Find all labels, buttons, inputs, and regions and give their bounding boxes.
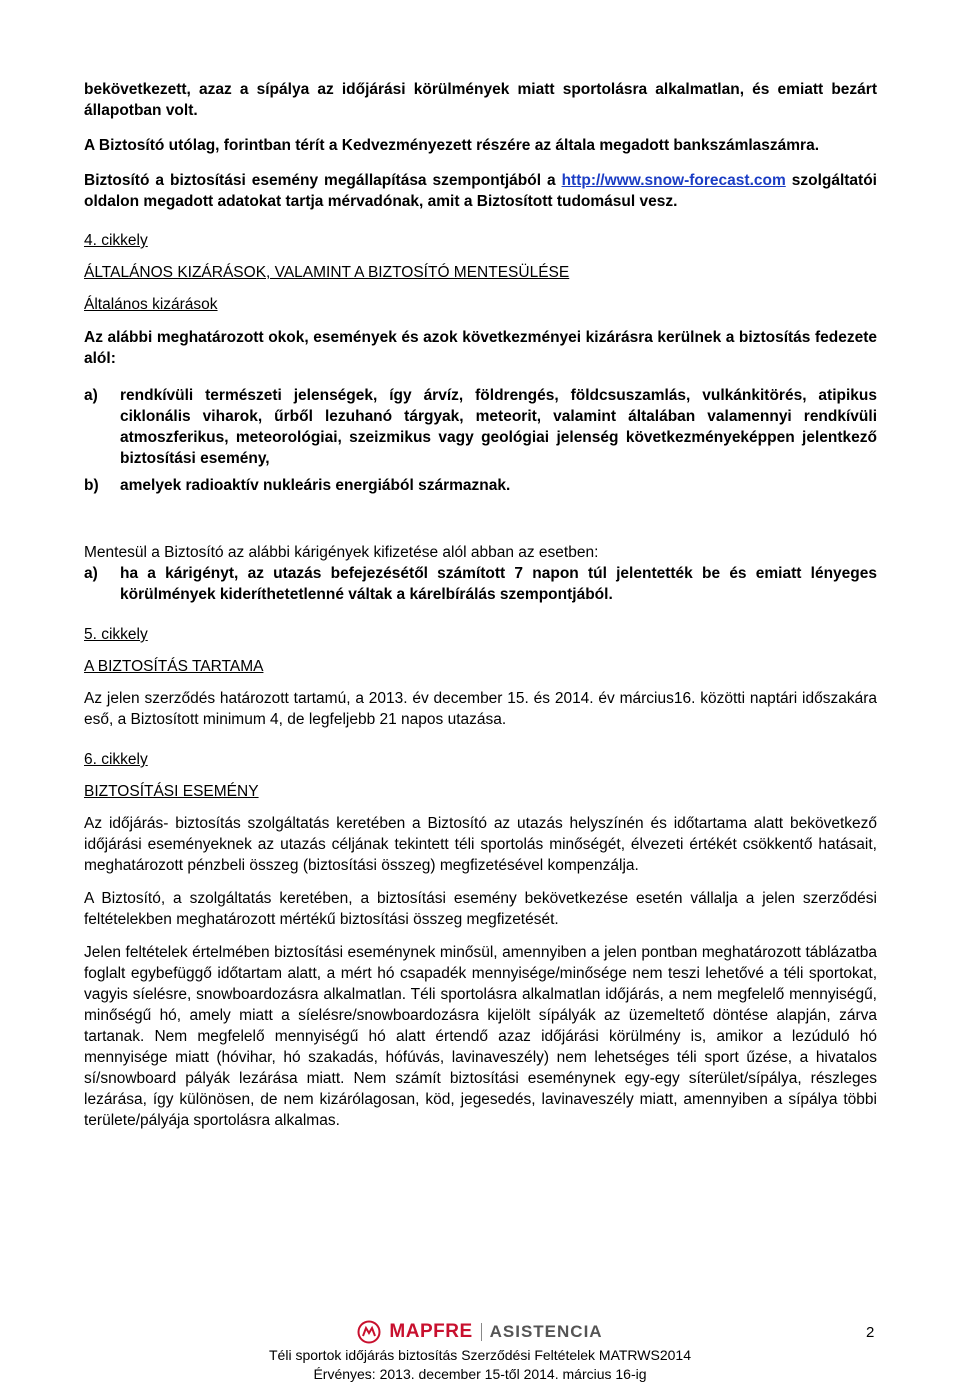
document-body bbox=[84, 79, 877, 1131]
list-text: amelyek radioaktív nukleáris energiából származnak. bbox=[120, 477, 511, 494]
mapfre-logo bbox=[0, 1318, 960, 1346]
paragraph-payment: A Biztosító utólag, forintban térít a Kedvezményezett részére az általa megadott bankszámlaszámra. bbox=[84, 137, 820, 154]
paragraph-closure: bekövetkezett, azaz a sípálya az időjárási körülmények miatt sportolásra alkalmatlan, és emiatt bezárt állapotban volt. bbox=[84, 81, 877, 119]
article-4-subtitle: Általános kizárások bbox=[84, 296, 218, 313]
paragraph-snow-forecast bbox=[84, 170, 877, 212]
list-marker: a) bbox=[84, 565, 98, 582]
article-4-number: 4. cikkely bbox=[84, 232, 148, 249]
article-6-paragraph-3: Jelen feltételek értelmében biztosítási eseménynek minősül, amennyiben a jelen pontban meghatározott táblázatba foglalt egybefüggő időtartam alatt, a mért hó csapadék mennyisége/minősége nem teszi lehetővé a téli sportokat, vagyis síelésre, snowboardozásra alkalmatlan. Téli sportolásra alkalmatlan időjárás, a nem megfelelő mennyiségű, minőségű hó, amely miatt a síelésre/snowboardozásra kijelölt sípályák az üzemeltető döntése alapján, zárva tartanak. Nem megfelelő mennyiségű hó alatt értendő azaz időjárási körülmény is, amikor a lezúduló hó mennyisége miatt (hóvihar, hó szakadás, hófúvás, lavinaveszély) nem lehetséges téli sport űzése, a hivatalos sí/snowboard pályák lezárása miatt. Nem számít biztosítási eseménynek egy-egy síterület/sípálya, részleges lezárása, így különösen, de nem kizárólagosan, köd, jegesedés, lavinaveszély miatt, amennyiben a sípálya többi területe/pályája sportolásra alkalmas. bbox=[84, 944, 877, 1129]
list-marker: b) bbox=[84, 477, 99, 494]
list-item bbox=[84, 563, 877, 605]
list-text: rendkívüli természeti jelenségek, így árvíz, földrengés, földcsuszamlás, vulkánkitörés, atipikus ciklonális viharok, űrből lezuhanó tárgyak, meteorit, valamint általában valamennyi rendkívüli atmoszferikus, meteorológiai, szeizmikus vagy geológiai jelenség következményeképpen jelentkező biztosítási esemény, bbox=[120, 387, 877, 467]
list-item bbox=[84, 385, 877, 469]
logo-sub-text: ASISTENCIA bbox=[489, 1322, 603, 1341]
snow-forecast-text-before: Biztosító a biztosítási esemény megállapítása szempontjából a bbox=[84, 172, 562, 189]
exemption-intro: Mentesül a Biztosító az alábbi kárigények kifizetése alól abban az esetben: bbox=[84, 544, 599, 561]
logo-divider bbox=[481, 1323, 482, 1341]
logo-brand-text: MAPFRE bbox=[389, 1321, 473, 1342]
snow-forecast-text-after: szolgáltatói oldalon megadott adatokat tartja mérvadónak, amit a Biztosított tudomásul vesz. bbox=[84, 172, 877, 210]
footer-validity: Érvényes: 2013. december 15-től 2014. március 16-ig bbox=[313, 1366, 647, 1382]
article-5-number: 5. cikkely bbox=[84, 626, 148, 643]
page-number: 2 bbox=[866, 1324, 875, 1341]
page-footer bbox=[0, 1318, 960, 1384]
article-5-text: Az jelen szerződés határozott tartamú, a 2013. év december 15. és 2014. év március16. közötti naptári időszakára eső, a Biztosított minimum 4, de legfeljebb 21 napos utazása. bbox=[84, 690, 877, 728]
article-5-title: A BIZTOSÍTÁS TARTAMA bbox=[84, 658, 264, 675]
article-4-title: ÁLTALÁNOS KIZÁRÁSOK, VALAMINT A BIZTOSÍTÓ MENTESÜLÉSE bbox=[84, 264, 570, 281]
list-text: ha a kárigényt, az utazás befejezésétől számított 7 napon túl jelentették be és emiatt lényeges körülmények kideríthetetlenné váltak a kárelbírálás szempontjából. bbox=[120, 565, 877, 603]
mapfre-logo-icon bbox=[357, 1320, 381, 1344]
article-6-title: BIZTOSÍTÁSI ESEMÉNY bbox=[84, 783, 259, 800]
list-marker: a) bbox=[84, 387, 98, 404]
list-item bbox=[84, 475, 877, 496]
snow-forecast-link[interactable]: http://www.snow-forecast.com bbox=[561, 172, 786, 189]
article-6-paragraph-1: Az időjárás- biztosítás szolgáltatás keretében a Biztosító az utazás helyszínén és időtartama alatt bekövetkező időjárási eseményeknek az utazás céljának tekintett téli sportolás minőségét, élvezeti értékét csökkentő hatásait, meghatározott pénzbeli összeg (biztosítási összeg) megfizetésével kompenzálja. bbox=[84, 815, 877, 874]
article-4-intro: Az alábbi meghatározott okok, események és azok következményei kizárásra kerülnek a biztosítás fedezete alól: bbox=[84, 329, 877, 367]
article-6-number: 6. cikkely bbox=[84, 751, 148, 768]
footer-title: Téli sportok időjárás biztosítás Szerződési Feltételek MATRWS2014 bbox=[269, 1347, 691, 1363]
article-6-paragraph-2: A Biztosító, a szolgáltatás keretében, a biztosítási esemény bekövetkezése esetén vállalja a jelen szerződési feltételekben meghatározott mértékű biztosítási összeg megfizetését. bbox=[84, 890, 877, 928]
